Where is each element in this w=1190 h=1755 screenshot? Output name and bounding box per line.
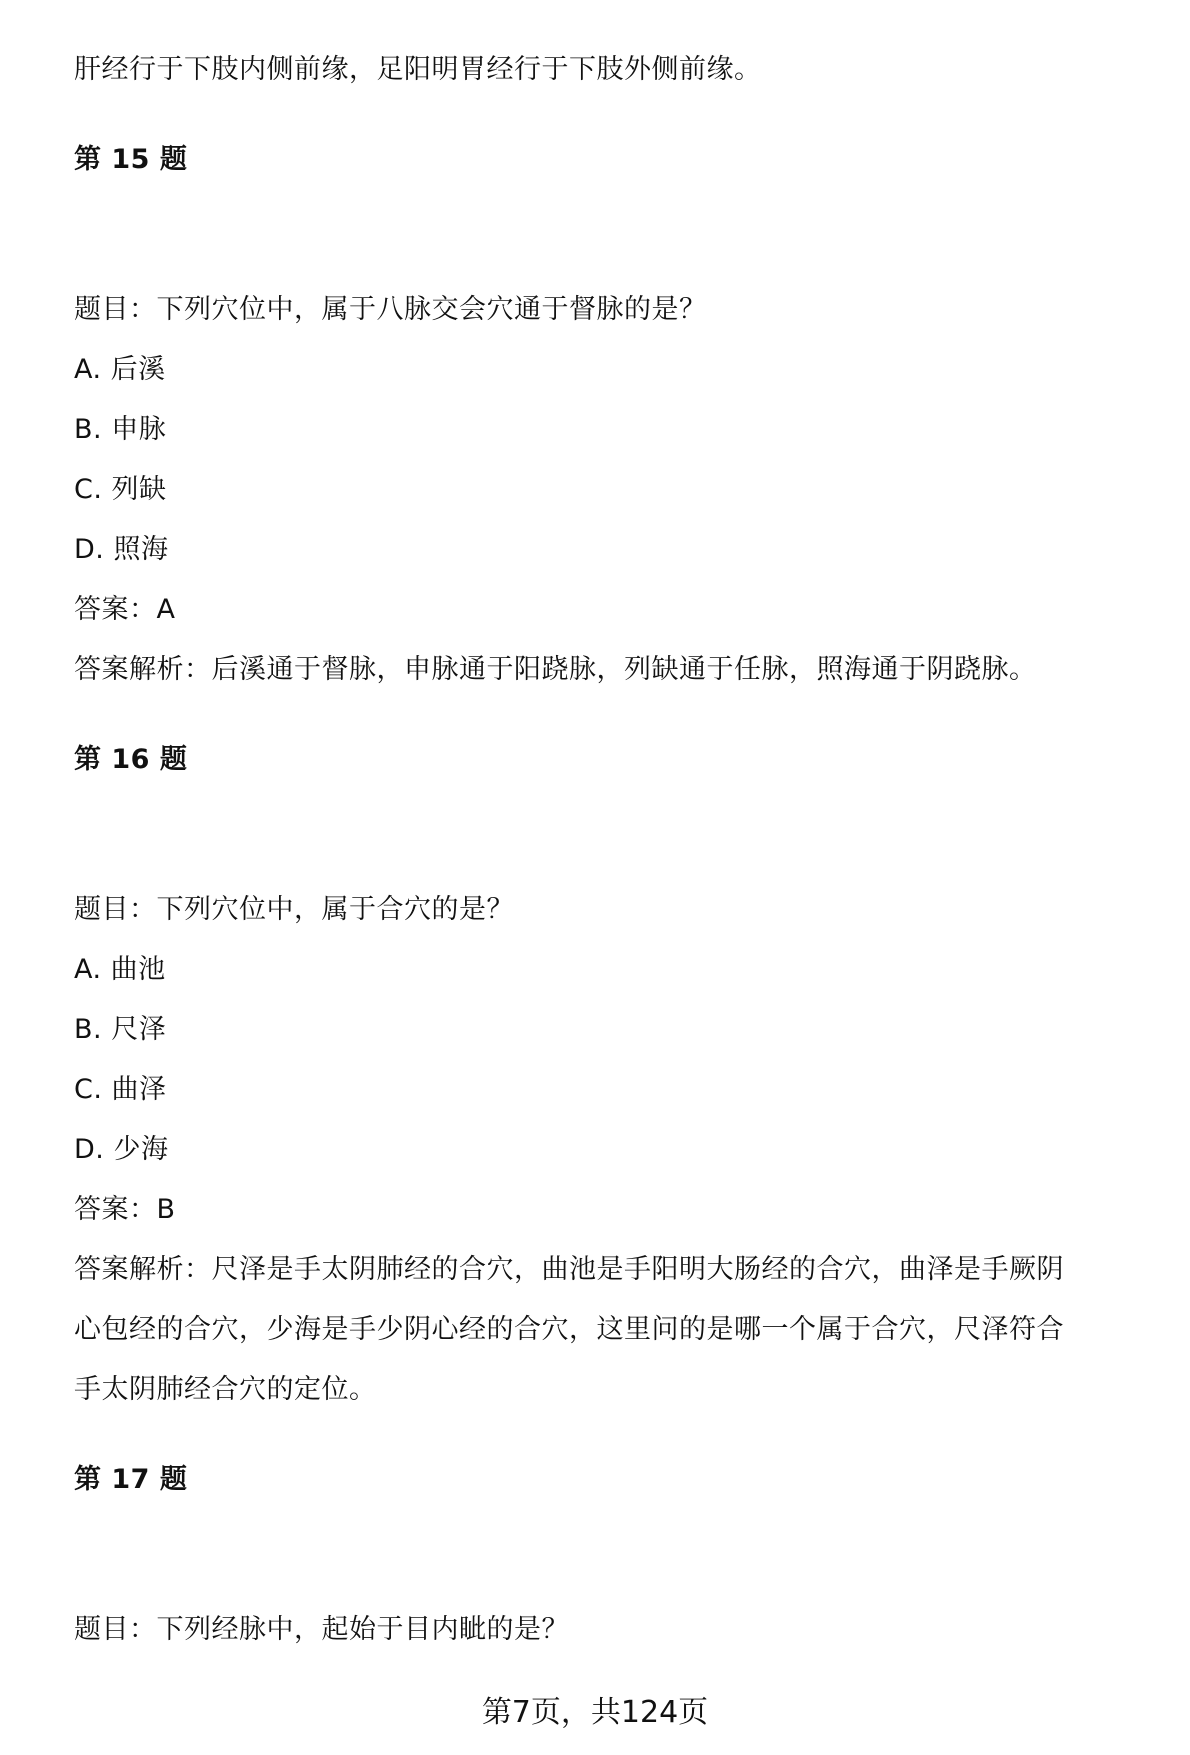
option-c: C. 曲泽 — [74, 1074, 167, 1105]
question-stem: 题目：下列穴位中，属于八脉交会穴通于督脉的是？ — [74, 294, 707, 325]
analysis-line: 心包经的合穴，少海是手少阴心经的合穴，这里问的是哪一个属于合穴，尺泽符合 — [74, 1314, 1064, 1345]
answer: 答案：A — [74, 594, 176, 625]
analysis-line: 答案解析：尺泽是手太阴肺经的合穴，曲池是手阳明大肠经的合穴，曲泽是手厥阴 — [74, 1254, 1064, 1285]
question-stem: 题目：下列经脉中，起始于目内眦的是？ — [74, 1614, 569, 1645]
analysis-line: 答案解析：后溪通于督脉，申脉通于阳跷脉，列缺通于任脉，照海通于阴跷脉。 — [74, 654, 1037, 685]
option-a: A. 曲池 — [74, 954, 166, 985]
question-title: 第 16 题 — [74, 744, 188, 775]
analysis-line: 手太阴肺经合穴的定位。 — [74, 1374, 377, 1405]
option-b: B. 尺泽 — [74, 1014, 167, 1045]
intro-line: 肝经行于下肢内侧前缘，足阳明胃经行于下肢外侧前缘。 — [74, 54, 762, 85]
question-title: 第 15 题 — [74, 144, 188, 175]
option-d: D. 照海 — [74, 534, 169, 565]
option-b: B. 申脉 — [74, 414, 167, 445]
answer: 答案：B — [74, 1194, 176, 1225]
option-a: A. 后溪 — [74, 354, 166, 385]
option-c: C. 列缺 — [74, 474, 167, 505]
question-stem: 题目：下列穴位中，属于合穴的是？ — [74, 894, 514, 925]
page-footer: 第7页，共124页 — [481, 1695, 709, 1730]
question-title: 第 17 题 — [74, 1464, 188, 1495]
option-d: D. 少海 — [74, 1134, 169, 1165]
